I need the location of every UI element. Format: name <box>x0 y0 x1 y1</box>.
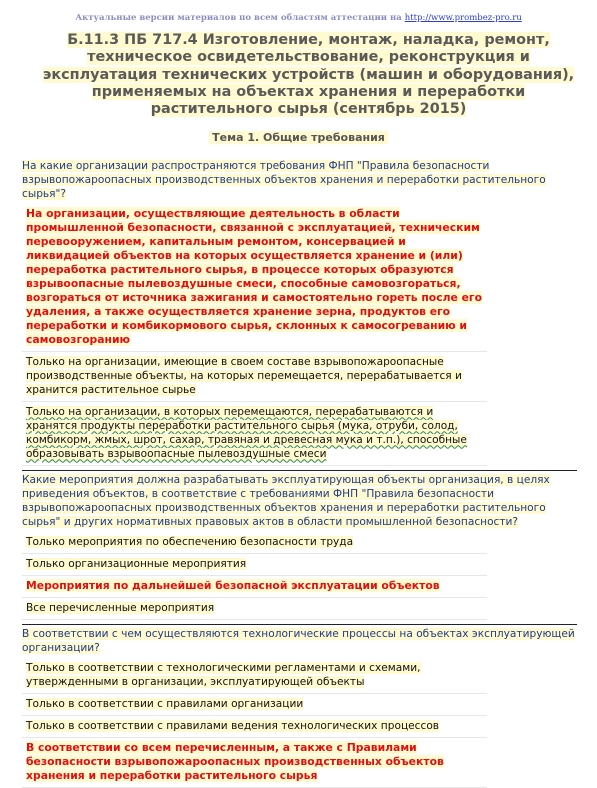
theme-heading <box>0 131 597 144</box>
question-text: На какие организации распространяются требования ФНП "Правила безопасности взрывопожароопасных производственных объектов хранения и переработки растительного сырья"? <box>22 160 546 201</box>
answer-list-1 <box>22 204 487 466</box>
answer-option[interactable] <box>22 716 487 738</box>
theme-text: Тема 1. Общие требования <box>209 131 388 144</box>
title-text: Б.11.3 ПБ 717.4 Изготовление, монтаж, наладка, ремонт, техническое освидетельствование, реконструкция и эксплуатация технических устройств (машин и оборудования), применяемых на объектах хранения и переработки растительного сырья (сентябрь 2015) <box>42 32 575 118</box>
answer-option[interactable] <box>22 204 487 352</box>
answer-option[interactable] <box>22 694 487 716</box>
site-link[interactable]: http://www.prombez-pro.ru <box>404 13 522 23</box>
answer-option[interactable] <box>22 576 487 598</box>
document-title <box>36 32 581 118</box>
answer-list-3 <box>22 658 487 788</box>
answer-text: Только в соответствии с правилами организации <box>26 698 304 711</box>
question-1 <box>22 157 577 201</box>
answer-option[interactable] <box>22 352 487 402</box>
question-2 <box>22 471 577 529</box>
answer-text: На организации, осуществляющие деятельность в области промышленной безопасности, связанной с эксплуатацией, техническим перевооружением, капитальным ремонтом, консервацией и ликвидацией объектов на которых осуществляется хранение и (или) переработка растительного сырья, в процессе которых образуются взрывоопасные пылевоздушные смеси, способные самовозгораться, возгораться от источника зажигания и самостоятельно гореть после его удаления, а также осуществляется хранение зерна, продуктов его переработки и комбикормового сырья, склонных к самосогреванию и самовозгоранию <box>26 207 482 347</box>
answer-option[interactable] <box>22 658 487 694</box>
header-banner <box>0 0 597 27</box>
banner-text: Актуальные версии материалов по всем областям аттестации на <box>75 13 405 23</box>
answer-option[interactable] <box>22 532 487 554</box>
question-text: Какие мероприятия должна разрабатывать эксплуатирующая объекты организация, в целях приведения объектов, в соответствие с требованиями ФНП "Правила безопасности взрывопожароопасных производственных объектов хранения и переработки растительного сырья" и других нормативных правовых актов в области промышленной безопасности? <box>22 474 550 529</box>
question-3 <box>22 625 577 655</box>
answer-text: Только на организации, имеющие в своем составе взрывопожароопасные производственные объекты, на которых перемещается, перерабатывается и хранится растительное сырье <box>26 356 462 397</box>
answer-option[interactable] <box>22 402 487 466</box>
answer-text: Мероприятия по дальнейшей безопасной эксплуатации объектов <box>26 579 440 593</box>
answer-option[interactable] <box>22 598 487 620</box>
question-text: В соответствии с чем осуществляются технологические процессы на объектах эксплуатирующей организации? <box>22 628 575 655</box>
answer-text: Только в соответствии с правилами ведения технологических процессов <box>26 720 440 733</box>
answer-text: Все перечисленные мероприятия <box>26 602 215 615</box>
answer-option[interactable] <box>22 554 487 576</box>
answer-text: В соответствии со всем перечисленным, а также с Правилами безопасности взрывопожароопасных производственных объектов хранения и переработки растительного сырья <box>26 741 444 783</box>
answer-text: Только в соответствии с технологическими регламентами и схемами, утвержденными в организации, эксплуатирующей объекты <box>26 662 421 689</box>
answer-text: Только организационные мероприятия <box>26 558 247 571</box>
answer-text: Только мероприятия по обеспечению безопасности труда <box>26 536 354 549</box>
answer-list-2 <box>22 532 487 620</box>
answer-text: Только на организации, в которых перемещаются, перерабатываются и хранятся продукты переработки растительного сырья (мука, отруби, солод, комбикорм, жмых, шрот, сахар, травяная и древесная мука и т.п.), способные образовывать взрывоопасные пылевоздушные смеси <box>26 406 467 461</box>
